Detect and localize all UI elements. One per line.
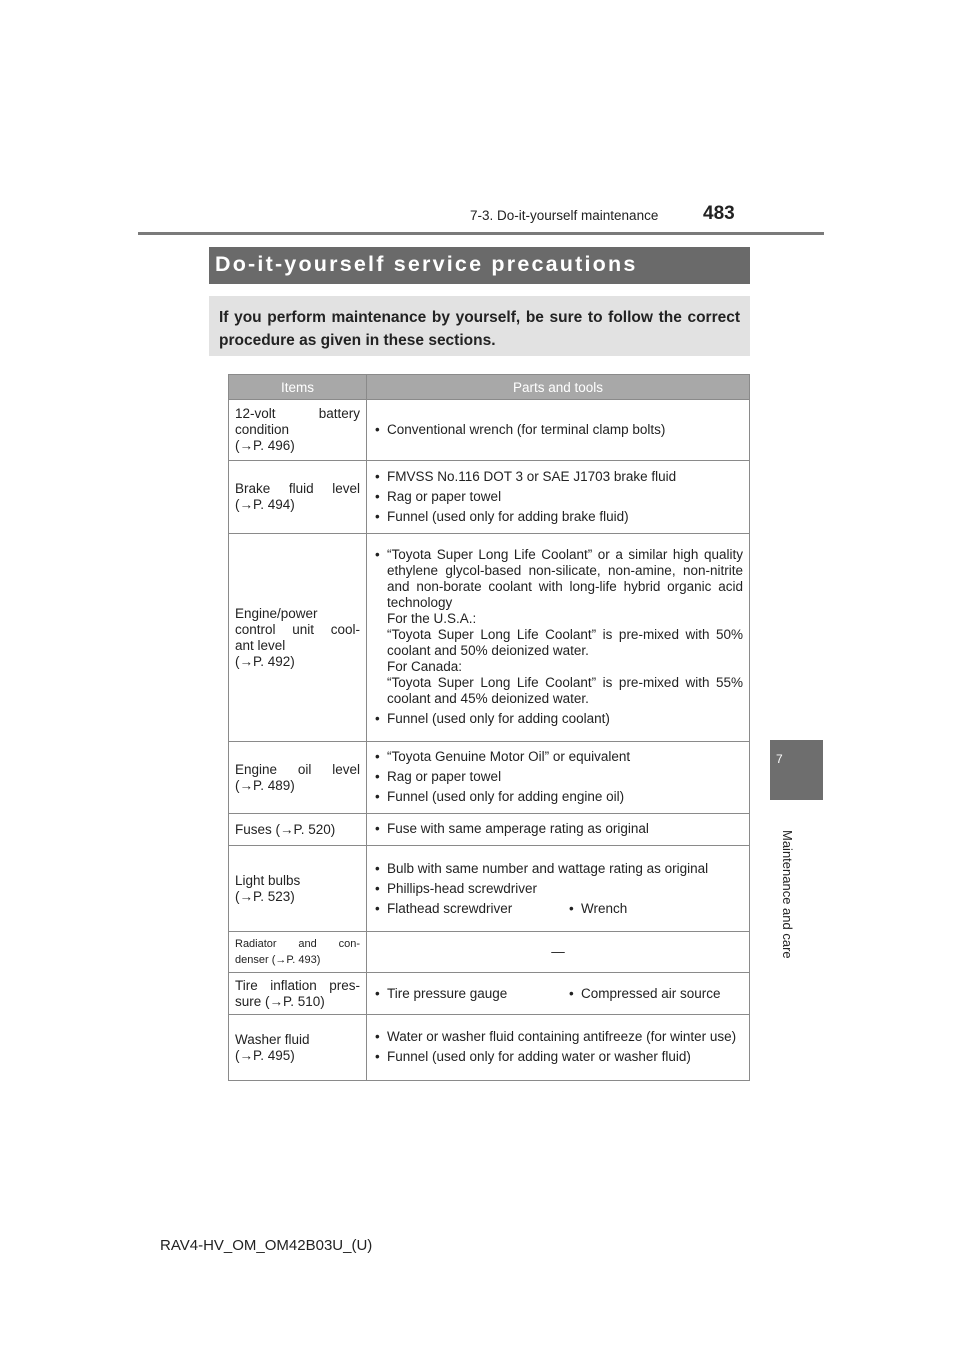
item-line: Washer fluid [235,1031,310,1047]
table-row [229,814,750,846]
list-item: • Flathead screwdriver [373,901,567,917]
list-item-pair [373,901,743,917]
item-page-ref: sure (→P. 510) [235,993,325,1009]
list-item: • Phillips-head screwdriver [373,881,743,897]
item-cell [229,461,367,534]
table-row [229,400,750,461]
list-item [373,547,743,707]
list-item: • Tire pressure gauge [373,986,567,1002]
item-page-ref: (→P. 496) [235,438,295,453]
parts-cell [367,461,750,534]
item-cell [229,814,367,846]
column-header-parts: Parts and tools [367,375,750,400]
item-line: ant level [235,637,286,653]
list-item: • “Toyota Genuine Motor Oil” or equivalent [373,749,743,765]
coolant-note-label: For the U.S.A.: [387,611,477,626]
intro-box: If you perform maintenance by yourself, be sure to follow the correct procedure as given in these sections. [209,296,750,356]
item-cell [229,846,367,932]
list-item: • Funnel (used only for adding engine oil) [373,789,743,805]
item-page-ref: (→P. 489) [235,777,295,793]
coolant-note-label: For Canada: [387,659,463,674]
list-item: • Conventional wrench (for terminal clamp bolts) [373,422,743,438]
item-cell [229,742,367,814]
column-header-items: Items [229,375,367,400]
list-item: • Funnel (used only for adding coolant) [373,711,743,727]
parts-cell [367,973,750,1015]
document-code-footer: RAV4-HV_OM_OM42B03U_(U) [160,1237,373,1254]
section-title: Do-it-yourself service precautions [209,247,750,284]
item-cell [229,973,367,1015]
list-item: • Fuse with same amperage rating as original [373,821,743,837]
table-header-row [229,375,750,400]
table-row [229,973,750,1015]
parts-table [228,374,750,1081]
table-row [229,461,750,534]
table-row [229,932,750,973]
header-rule [138,232,824,235]
table-row [229,846,750,932]
item-page-ref: (→P. 492) [235,653,295,669]
chapter-number: 7 [776,752,783,766]
item-cell [229,534,367,742]
header-section-title: 7-3. Do-it-yourself maintenance [470,208,659,223]
parts-cell [367,1015,750,1081]
item-line: 12-volt battery [235,406,360,421]
item-cell [229,932,367,973]
list-item-pair [373,986,743,1002]
item-line: Light bulbs [235,872,301,888]
parts-cell [367,742,750,814]
item-line: control unit cool- [235,621,360,637]
not-applicable-dash: — [551,944,565,959]
item-line: Brake fluid level [235,481,360,496]
list-item: • Water or washer fluid containing antifreeze (for winter use) [373,1029,743,1045]
item-page-ref: (→P. 495) [235,1047,295,1063]
item-line: Fuses (→P. 520) [235,821,336,837]
chapter-tab [770,740,823,800]
coolant-description: • “Toyota Super Long Life Coolant” or a similar high quality ethylene glycol-based non-silicate, non-amine, non-nitrite and non-borate coolant with long-life hybrid organic acid technology [387,547,743,610]
parts-cell [367,846,750,932]
page-number: 483 [703,203,735,224]
coolant-note: “Toyota Super Long Life Coolant” is pre-mixed with 55% coolant and 45% deionized water. [387,675,743,706]
table-row [229,742,750,814]
parts-cell [367,534,750,742]
list-item: • Compressed air source [567,986,721,1002]
item-line: Engine/power [235,605,318,621]
item-page-ref: (→P. 523) [235,888,295,904]
table-row [229,534,750,742]
parts-cell [367,814,750,846]
item-line: Radiator and con- [235,938,360,950]
item-line: condition [235,422,290,437]
item-cell [229,1015,367,1081]
coolant-note: “Toyota Super Long Life Coolant” is pre-mixed with 50% coolant and 50% deionized water. [387,627,743,658]
item-page-ref: denser (→P. 493) [235,954,321,966]
parts-cell [367,400,750,461]
list-item: • FMVSS No.116 DOT 3 or SAE J1703 brake fluid [373,469,743,485]
list-item: • Bulb with same number and wattage rating as original [373,861,743,877]
parts-cell [367,932,750,973]
list-item: • Rag or paper towel [373,769,743,785]
table-row [229,1015,750,1081]
list-item: • Wrench [567,901,627,917]
item-cell [229,400,367,461]
item-page-ref: (→P. 494) [235,497,295,512]
item-line: Tire inflation pres- [235,977,360,993]
list-item: • Funnel (used only for adding water or washer fluid) [373,1049,743,1065]
item-line: Engine oil level [235,761,360,777]
chapter-label: Maintenance and care [780,830,795,959]
list-item: • Funnel (used only for adding brake fluid) [373,509,743,525]
list-item: • Rag or paper towel [373,489,743,505]
